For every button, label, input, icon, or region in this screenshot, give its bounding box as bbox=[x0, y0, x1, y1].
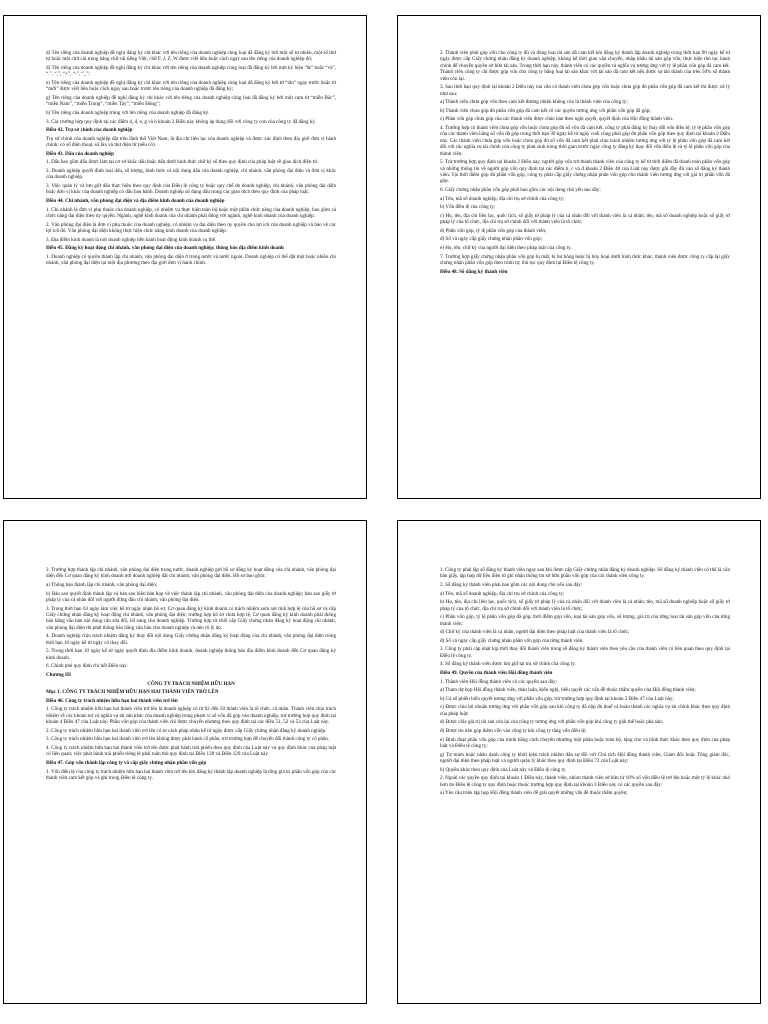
paragraph: e) Họ, tên, chữ ký của người đại diện theo pháp luật của công ty. bbox=[440, 245, 572, 251]
paragraph: 6. Chính phủ quy định chi tiết Điều này. bbox=[46, 663, 128, 670]
paragraph: 1. Chi nhánh là đơn vị phụ thuộc của doanh nghiệp, có nhiệm vụ thực hiện toàn bộ hoặc một phần chức năng của doanh nghiệp, bao gồm cả chức năng đại diện theo ủy quyền. Ngành, nghề kinh doanh của chi nhánh phải đúng với ngành, nghề kinh doanh của doanh nghiệp. bbox=[46, 206, 336, 219]
paragraph: 1. Dấu bao gồm dấu được làm tại cơ sở khắc dấu hoặc dấu dưới hình thức chữ ký số theo quy định của pháp luật về giao dịch điện tử. bbox=[46, 159, 319, 166]
heading: CÔNG TY TRÁCH NHIỆM HỮU HẠN bbox=[147, 680, 235, 687]
paragraph: e) Định đoạt phần vốn góp của mình bằng cách chuyển nhượng một phần hoặc toàn bộ, tặng cho và hình thức khác theo quy định của pháp luật và Điều lệ công ty; bbox=[440, 736, 730, 749]
heading: Điều 44. Chi nhánh, văn phòng đại diện và địa điểm kinh doanh của doanh nghiệp bbox=[46, 197, 225, 204]
document-page-2 bbox=[397, 15, 761, 499]
paragraph: c) Được chia lợi nhuận tương ứng với phần vốn góp sau khi công ty đã nộp đủ thuế và hoàn thành các nghĩa vụ tài chính khác theo quy định của pháp luật; bbox=[440, 704, 730, 717]
page-3-text bbox=[46, 567, 336, 784]
paragraph: d) Tên riêng của doanh nghiệp đề nghị đăng ký chỉ khác với tên riêng của doanh nghiệp cùng loại đã đăng ký bởi một số tự nhiên, một số thứ tự hoặc một chữ cái trong bảng chữ cái tiếng Việt, chữ F, J, Z, W được viết liền hoặc cách ngay sau tên riêng của doanh nghiệp đó; bbox=[46, 50, 336, 63]
page-2-text bbox=[440, 50, 730, 277]
paragraph: h) Tên riêng của doanh nghiệp trùng với tên riêng của doanh nghiệp đã đăng ký. bbox=[46, 110, 210, 116]
paragraph: a) Thành viên chưa góp vốn theo cam kết đương nhiên không còn là thành viên của công ty; bbox=[440, 99, 628, 106]
paragraph: b) Bản sao quyết định thành lập và bản sao biên bản họp về việc thành lập chi nhánh, văn phòng đại diện của doanh nghiệp; bản sao giấy tờ pháp lý của cá nhân đối với người đứng đầu chi nhánh, văn phòng đại diện. bbox=[46, 590, 336, 603]
paragraph: 2. Doanh nghiệp quyết định loại dấu, số lượng, hình thức và nội dung dấu của doanh nghiệp, chi nhánh, văn phòng đại diện và đơn vị khác của doanh nghiệp. bbox=[46, 167, 336, 181]
paragraph: b) Vốn điều lệ của công ty; bbox=[440, 204, 496, 211]
paragraph: 4. Trường hợp có thành viên chưa góp vốn hoặc chưa góp đủ số vốn đã cam kết, công ty phải đăng ký thay đổi vốn điều lệ, tỷ lệ phần vốn góp của các thành viên bằng số vốn đã góp trong thời hạn 30 ngày kể từ ngày cuối cùng phải góp đủ phần vốn góp theo quy định tại khoản 2 Điều này. Các thành viên chưa góp vốn hoặc chưa góp đủ số vốn đã cam kết phải chịu trách nhiệm tương ứng với tỷ lệ phần vốn góp đã cam kết đối với các nghĩa vụ tài chính của công ty phát sinh trong thời gian trước ngày công ty đăng ký thay đổi vốn điều lệ và tỷ lệ phần vốn góp của thành viên. bbox=[440, 125, 730, 157]
paragraph: đ) Được ưu tiên góp thêm vốn vào công ty khi công ty tăng vốn điều lệ; bbox=[440, 727, 587, 734]
page-4-text bbox=[440, 567, 730, 799]
paragraph: d) Chữ ký của thành viên là cá nhân, người đại diện theo pháp luật của thành viên là tổ chức; bbox=[440, 629, 630, 636]
paragraph: đ) Số và ngày cấp giấy chứng nhận phần vốn góp; bbox=[440, 236, 543, 243]
paragraph: a) Tên, mã số doanh nghiệp, địa chỉ trụ sở chính của công ty; bbox=[440, 590, 565, 597]
paragraph: 2. Công ty trách nhiệm hữu hạn hai thành viên trở lên có tư cách pháp nhân kể từ ngày được cấp Giấy chứng nhận đăng ký doanh nghiệp. bbox=[46, 727, 327, 734]
paragraph: Trụ sở chính của doanh nghiệp đặt trên lãnh thổ Việt Nam, là địa chỉ liên lạc của doanh nghiệp và được xác định theo địa giới đơn vị hành chính; có số điện thoại, số fax và thư điện tử (nếu có). bbox=[46, 135, 336, 149]
paragraph: 7. Trường hợp giấy chứng nhận phần vốn góp bị mất, bị hư hỏng hoặc bị hủy hoại dưới hình thức khác, thành viên được công ty cấp lại giấy chứng nhận phần vốn góp theo trình tự, thủ tục quy định tại Điều lệ công ty. bbox=[440, 253, 730, 266]
paragraph: 3. Sau thời hạn quy định tại khoản 2 Điều này mà vẫn có thành viên chưa góp vốn hoặc chưa góp đủ phần vốn góp đã cam kết thì được xử lý như sau: bbox=[440, 84, 730, 97]
paragraph: 1. Doanh nghiệp có quyền thành lập chi nhánh, văn phòng đại diện ở trong nước và nước ngoài. Doanh nghiệp có thể đặt một hoặc nhiều chi nhánh, văn phòng đại diện tại một địa phương theo địa giới đơn vị hành chính. bbox=[46, 253, 336, 267]
heading: Điều 48. Sổ đăng ký thành viên bbox=[440, 268, 508, 275]
heading: Chương III bbox=[46, 672, 71, 678]
paragraph: b) Có số phiếu biểu quyết tương ứng với phần vốn góp, trừ trường hợp quy định tại khoản 2 Điều 47 của Luật này; bbox=[440, 695, 674, 702]
paragraph: d) Được chia giá trị tài sản còn lại của công ty tương ứng với phần vốn góp khi công ty giải thể hoặc phá sản; bbox=[440, 719, 664, 726]
paragraph: e) Tên riêng của doanh nghiệp đề nghị đăng ký chỉ khác với tên riêng của doanh nghiệp cùng loại đã đăng ký bởi từ “tân” ngay trước hoặc từ “mới” được viết liền hoặc cách ngay sau hoặc trước tên riêng của doanh nghiệp đã đăng ký; bbox=[46, 80, 336, 93]
paragraph: 4. Sổ đăng ký thành viên được lưu giữ tại trụ sở chính của công ty. bbox=[440, 661, 576, 668]
paragraph: 2. Trường hợp thành lập chi nhánh, văn phòng đại diện trong nước, doanh nghiệp gửi hồ sơ đăng ký hoạt động của chi nhánh, văn phòng đại diện đến Cơ quan đăng ký kinh doanh nơi doanh nghiệp đặt chi nhánh, văn phòng đại diện. Hồ sơ bao gồm: bbox=[46, 567, 336, 580]
paragraph: b) Họ, tên, địa chỉ liên lạc, quốc tịch, số giấy tờ pháp lý của cá nhân đối với thành viên là cá nhân; tên, mã số doanh nghiệp hoặc số giấy tờ pháp lý của tổ chức, địa chỉ trụ sở chính đối với thành viên là tổ chức; bbox=[440, 599, 730, 612]
paragraph: 2. Ngoài các quyền quy định tại khoản 1 Điều này, thành viên, nhóm thành viên sở hữu từ 10% số vốn điều lệ trở lên hoặc một tỷ lệ khác nhỏ hơn do Điều lệ công ty quy định hoặc thuộc trường hợp quy định tại khoản 3 Điều này có các quyền sau đây: bbox=[440, 775, 730, 788]
heading: Mục 1. CÔNG TY TRÁCH NHIỆM HỮU HẠN HAI THÀNH VIÊN TRỞ LÊN bbox=[46, 689, 219, 696]
paragraph: 5. Trừ trường hợp quy định tại khoản 2 Điều này, người góp vốn trở thành thành viên của công ty kể từ thời điểm đã thanh toán phần vốn góp và những thông tin về người góp vốn quy định tại các điểm b, c và đ khoản 2 Điều 48 của Luật này được ghi đầy đủ vào sổ đăng ký thành viên. Tại thời điểm góp đủ phần vốn góp, công ty phải cấp giấy chứng nhận phần vốn góp cho thành viên tương ứng với giá trị phần vốn đã góp. bbox=[440, 159, 730, 185]
paragraph: 3. Công ty phải cập nhật kịp thời thay đổi thành viên trong sổ đăng ký thành viên theo yêu cầu của thành viên có liên quan theo quy định tại Điều lệ công ty. bbox=[440, 646, 730, 659]
paragraph: 5. Trong thời hạn 10 ngày kể từ ngày quyết định địa điểm kinh doanh, doanh nghiệp thông báo địa điểm kinh doanh đến Cơ quan đăng ký kinh doanh. bbox=[46, 648, 336, 661]
paragraph: a) Yêu cầu triệu tập họp Hội đồng thành viên để giải quyết những vấn đề thuộc thẩm quyền; bbox=[440, 790, 628, 797]
heading: Điều 45. Đăng ký hoạt động chi nhánh, văn phòng đại diện của doanh nghiệp; thông báo địa điểm kinh doanh bbox=[46, 245, 284, 252]
paragraph: d) Phần vốn góp, tỷ lệ phần vốn góp của thành viên; bbox=[440, 227, 547, 234]
paragraph: 2. Sổ đăng ký thành viên phải bao gồm các nội dung chủ yếu sau đây: bbox=[440, 582, 583, 588]
paragraph: 6. Giấy chứng nhận phần vốn góp phải bao gồm các nội dung chủ yếu sau đây: bbox=[440, 187, 601, 194]
paragraph: 1. Vốn điều lệ của công ty trách nhiệm hữu hạn hai thành viên trở lên khi đăng ký thành lập doanh nghiệp là tổng giá trị phần vốn góp của các thành viên cam kết góp và ghi trong Điều lệ công ty. bbox=[46, 768, 336, 781]
document-page-3 bbox=[3, 520, 367, 1004]
paragraph: a) Tên, mã số doanh nghiệp, địa chỉ trụ sở chính của công ty; bbox=[440, 195, 565, 202]
paragraph: c) Phần vốn góp, tỷ lệ phần vốn góp đã góp, thời điểm góp vốn, loại tài sản góp vốn, số lượng, giá trị của từng loại tài sản góp vốn của từng thành viên; bbox=[440, 614, 730, 627]
paragraph: 3. Địa điểm kinh doanh là nơi doanh nghiệp tiến hành hoạt động kinh doanh cụ thể. bbox=[46, 236, 217, 243]
heading: Điều 43. Dấu của doanh nghiệp bbox=[46, 150, 114, 157]
paragraph: đ) Số và ngày cấp giấy chứng nhận phần vốn góp của từng thành viên. bbox=[440, 637, 584, 644]
paragraph: g) Tên riêng của doanh nghiệp đề nghị đăng ký chỉ khác với tên riêng của doanh nghiệp cùng loại đã đăng ký bởi một cụm từ “miền Bắc”, “miền Nam”, “miền Trung”, “miền Tây”, “miền Đông”; bbox=[46, 95, 336, 108]
paragraph: h) Quyền khác theo quy định của Luật này và Điều lệ công ty. bbox=[440, 766, 567, 773]
paragraph: b) Thành viên chưa góp đủ phần vốn góp đã cam kết có các quyền tương ứng với phần vốn góp đã góp; bbox=[440, 107, 651, 114]
paragraph: 4. Doanh nghiệp chịu trách nhiệm đăng ký thay đổi nội dung Giấy chứng nhận đăng ký hoạt động của chi nhánh, văn phòng đại diện trong thời hạn 10 ngày kể từ ngày có thay đổi. bbox=[46, 633, 336, 646]
paragraph: 2. Văn phòng đại diện là đơn vị phụ thuộc của doanh nghiệp, có nhiệm vụ đại diện theo ủy quyền cho lợi ích của doanh nghiệp và bảo vệ các lợi ích đó. Văn phòng đại diện không thực hiện chức năng kinh doanh của doanh nghiệp. bbox=[46, 221, 336, 234]
document-page-1 bbox=[3, 15, 367, 499]
paragraph: 2. Thành viên phải góp vốn cho công ty đủ và đúng loại tài sản đã cam kết khi đăng ký thành lập doanh nghiệp trong thời hạn 90 ngày kể từ ngày được cấp Giấy chứng nhận đăng ký doanh nghiệp, không kể thời gian vận chuyển, nhập khẩu tài sản góp vốn, thực hiện thủ tục hành chính để chuyển quyền sở hữu tài sản. Trong thời hạn này, thành viên có các quyền và nghĩa vụ tương ứng với tỷ lệ phần vốn góp đã cam kết. Thành viên công ty chỉ được góp vốn cho công ty bằng loại tài sản khác với tài sản đã cam kết nếu được sự tán thành của trên 50% số thành viên còn lại. bbox=[440, 50, 730, 82]
heading: Điều 47. Góp vốn thành lập công ty và cấp giấy chứng nhận phần vốn góp bbox=[46, 759, 207, 766]
paragraph: 3. Việc quản lý và lưu giữ dấu thực hiện theo quy định của Điều lệ công ty hoặc quy chế do doanh nghiệp, chi nhánh, văn phòng đại diện hoặc đơn vị khác của doanh nghiệp có dấu ban hành. Doanh nghiệp sử dụng dấu trong các giao dịch theo quy định của pháp luật. bbox=[46, 182, 336, 196]
paragraph: 3. Trong thời hạn 03 ngày làm việc kể từ ngày nhận hồ sơ, Cơ quan đăng ký kinh doanh có trách nhiệm xem xét tính hợp lệ của hồ sơ và cấp Giấy chứng nhận đăng ký hoạt động chi nhánh, văn phòng đại diện; trường hợp hồ sơ chưa hợp lệ, Cơ quan đăng ký kinh doanh phải thông báo bằng văn bản nội dung cần sửa đổi, bổ sung cho doanh nghiệp. Trường hợp từ chối cấp Giấy chứng nhận đăng ký hoạt động chi nhánh, văn phòng đại diện thì phải thông báo bằng văn bản cho doanh nghiệp và nêu rõ lý do. bbox=[46, 605, 336, 631]
paragraph: g) Tự mình hoặc nhân danh công ty khởi kiện trách nhiệm dân sự đối với Chủ tịch Hội đồng thành viên, Giám đốc hoặc Tổng giám đốc, người đại diện theo pháp luật và người quản lý khác theo quy định tại Điều 72 của Luật này; bbox=[440, 751, 730, 764]
heading: Điều 46. Công ty trách nhiệm hữu hạn hai thành viên trở lên bbox=[46, 697, 178, 704]
paragraph: a) Tham dự họp Hội đồng thành viên, thảo luận, kiến nghị, biểu quyết các vấn đề thuộc thẩm quyền của Hội đồng thành viên; bbox=[440, 687, 696, 694]
paragraph: c) Họ, tên, địa chỉ liên lạc, quốc tịch, số giấy tờ pháp lý của cá nhân đối với thành viên là cá nhân; tên, mã số doanh nghiệp hoặc số giấy tờ pháp lý của tổ chức, địa chỉ trụ sở chính đối với thành viên là tổ chức; bbox=[440, 212, 730, 226]
paragraph: 3. Các trường hợp quy định tại các điểm d, đ, e, g và h khoản 2 Điều này không áp dụng đối với công ty con của công ty đã đăng ký. bbox=[46, 118, 317, 125]
paragraph: 1. Thành viên Hội đồng thành viên có các quyền sau đây: bbox=[440, 678, 558, 685]
paragraph: a) Thông báo thành lập chi nhánh, văn phòng đại diện; bbox=[46, 582, 158, 588]
page-1-text bbox=[46, 50, 336, 269]
paragraph: c) Phần vốn góp chưa góp của các thành viên được chào bán theo nghị quyết, quyết định của Hội đồng thành viên. bbox=[440, 116, 674, 123]
heading: Điều 49. Quyền của thành viên Hội đồng thành viên bbox=[440, 669, 553, 676]
paragraph: 1. Công ty phải lập sổ đăng ký thành viên ngay sau khi được cấp Giấy chứng nhận đăng ký doanh nghiệp. Sổ đăng ký thành viên có thể là văn bản giấy, tập hợp dữ liệu điện tử ghi nhận thông tin sở hữu phần vốn góp của các thành viên công ty. bbox=[440, 567, 730, 580]
heading: Điều 42. Trụ sở chính của doanh nghiệp bbox=[46, 127, 133, 134]
paragraph: 3. Công ty trách nhiệm hữu hạn hai thành viên trở lên không được phát hành cổ phần, trừ trường hợp để chuyển đổi thành công ty cổ phần. bbox=[46, 736, 330, 743]
paragraph: đ) Tên riêng của doanh nghiệp đề nghị đăng ký chỉ khác với tên riêng của doanh nghiệp cùng loại đã đăng ký bởi một ký hiệu “&” hoặc “và”, “.”, “,”, “+”, “-”, “_”; bbox=[46, 65, 336, 78]
document-page-4 bbox=[397, 520, 761, 1004]
paragraph: 4. Công ty trách nhiệm hữu hạn hai thành viên trở lên được phát hành trái phiếu theo quy định của Luật này và quy định khác của pháp luật có liên quan; việc phát hành trái phiếu riêng lẻ phải tuân thủ quy định tại Điều 128 và Điều 129 của Luật này. bbox=[46, 744, 336, 758]
paragraph: 1. Công ty trách nhiệm hữu hạn hai thành viên trở lên là doanh nghiệp có từ 02 đến 50 thành viên là tổ chức, cá nhân. Thành viên chịu trách nhiệm về các khoản nợ và nghĩa vụ tài sản khác của doanh nghiệp trong phạm vi số vốn đã góp vào doanh nghiệp, trừ trường hợp quy định tại khoản 4 Điều 47 của Luật này. Phần vốn góp của thành viên chỉ được chuyển nhượng theo quy định tại các điều 51, 52 và 53 của Luật này. bbox=[46, 706, 336, 726]
